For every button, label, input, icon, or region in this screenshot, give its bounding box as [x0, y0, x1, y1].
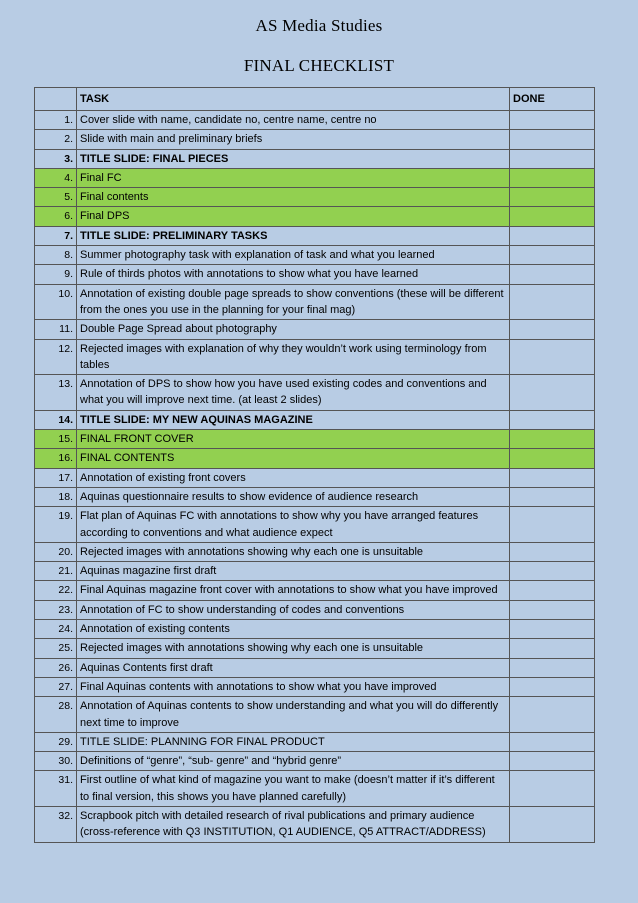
row-task: Annotation of existing contents	[77, 620, 510, 639]
row-task: Summer photography task with explanation of task and what you learned	[77, 246, 510, 265]
row-number: 27.	[35, 677, 77, 696]
row-number: 24.	[35, 620, 77, 639]
row-number: 16.	[35, 449, 77, 468]
row-number: 28.	[35, 697, 77, 733]
row-number: 19.	[35, 507, 77, 543]
row-done-cell[interactable]	[510, 410, 595, 429]
row-number: 7.	[35, 226, 77, 245]
row-task: Final Aquinas magazine front cover with annotations to show what you have improved	[77, 581, 510, 600]
row-number: 21.	[35, 562, 77, 581]
table-row	[35, 542, 595, 561]
row-task: Rejected images with explanation of why they wouldn’t work using terminology from tables	[77, 339, 510, 375]
row-number: 6.	[35, 207, 77, 226]
row-done-cell[interactable]	[510, 226, 595, 245]
checklist-table	[34, 87, 595, 843]
row-task: First outline of what kind of magazine you want to make (doesn’t matter if it’s different to final version, this shows you have planned carefully)	[77, 771, 510, 807]
row-number: 8.	[35, 246, 77, 265]
row-number: 23.	[35, 600, 77, 619]
row-task: Flat plan of Aquinas FC with annotations to show why you have arranged features according to conventions and what audience expect	[77, 507, 510, 543]
table-row	[35, 339, 595, 375]
row-number: 5.	[35, 188, 77, 207]
row-done-cell[interactable]	[510, 658, 595, 677]
table-row	[35, 806, 595, 842]
row-done-cell[interactable]	[510, 375, 595, 411]
table-row	[35, 620, 595, 639]
row-task: Annotation of DPS to show how you have used existing codes and conventions and what you will improve next time. (at least 2 slides)	[77, 375, 510, 411]
row-done-cell[interactable]	[510, 581, 595, 600]
row-task: Rejected images with annotations showing why each one is unsuitable	[77, 542, 510, 561]
row-number: 32.	[35, 806, 77, 842]
row-task: Scrapbook pitch with detailed research of rival publications and primary audience (cross-reference with Q3 INSTITUTION, Q1 AUDIENCE, Q5 ATTRACT/ADDRESS)	[77, 806, 510, 842]
table-row	[35, 430, 595, 449]
row-task: Double Page Spread about photography	[77, 320, 510, 339]
row-number: 29.	[35, 732, 77, 751]
row-number: 2.	[35, 130, 77, 149]
row-done-cell[interactable]	[510, 149, 595, 168]
table-row	[35, 320, 595, 339]
row-task: TITLE SLIDE: FINAL PIECES	[77, 149, 510, 168]
row-task: Annotation of FC to show understanding of codes and conventions	[77, 600, 510, 619]
document-title: AS Media Studies	[255, 16, 383, 35]
row-number: 3.	[35, 149, 77, 168]
table-row	[35, 507, 595, 543]
table-row	[35, 752, 595, 771]
row-number: 18.	[35, 487, 77, 506]
row-number: 1.	[35, 111, 77, 130]
row-done-cell[interactable]	[510, 732, 595, 751]
row-number: 17.	[35, 468, 77, 487]
row-done-cell[interactable]	[510, 600, 595, 619]
row-task: Final contents	[77, 188, 510, 207]
row-task: Slide with main and preliminary briefs	[77, 130, 510, 149]
header-task: TASK	[77, 88, 510, 111]
table-row	[35, 658, 595, 677]
row-done-cell[interactable]	[510, 130, 595, 149]
row-task: Final DPS	[77, 207, 510, 226]
row-task: Annotation of Aquinas contents to show understanding and what you will do differently next time to improve	[77, 697, 510, 733]
row-number: 30.	[35, 752, 77, 771]
row-task: Aquinas Contents first draft	[77, 658, 510, 677]
row-task: Aquinas questionnaire results to show evidence of audience research	[77, 487, 510, 506]
row-task: TITLE SLIDE: PLANNING FOR FINAL PRODUCT	[77, 732, 510, 751]
row-done-cell[interactable]	[510, 339, 595, 375]
row-done-cell[interactable]	[510, 320, 595, 339]
table-row	[35, 600, 595, 619]
table-row	[35, 284, 595, 320]
row-number: 26.	[35, 658, 77, 677]
row-number: 11.	[35, 320, 77, 339]
row-number: 14.	[35, 410, 77, 429]
table-row	[35, 168, 595, 187]
row-done-cell[interactable]	[510, 677, 595, 696]
table-row	[35, 487, 595, 506]
row-done-cell[interactable]	[510, 542, 595, 561]
table-row	[35, 149, 595, 168]
row-number: 4.	[35, 168, 77, 187]
table-row	[35, 130, 595, 149]
row-done-cell[interactable]	[510, 430, 595, 449]
table-row	[35, 375, 595, 411]
table-row	[35, 581, 595, 600]
row-done-cell[interactable]	[510, 111, 595, 130]
row-number: 31.	[35, 771, 77, 807]
row-task: FINAL CONTENTS	[77, 449, 510, 468]
table-row	[35, 188, 595, 207]
row-done-cell[interactable]	[510, 507, 595, 543]
row-task: FINAL FRONT COVER	[77, 430, 510, 449]
row-done-cell[interactable]	[510, 806, 595, 842]
row-task: Rule of thirds photos with annotations to show what you have learned	[77, 265, 510, 284]
table-row	[35, 639, 595, 658]
table-row	[35, 697, 595, 733]
row-number: 25.	[35, 639, 77, 658]
row-done-cell[interactable]	[510, 265, 595, 284]
row-number: 15.	[35, 430, 77, 449]
table-row	[35, 677, 595, 696]
row-done-cell[interactable]	[510, 487, 595, 506]
row-number: 10.	[35, 284, 77, 320]
header-done: DONE	[510, 88, 595, 111]
table-row	[35, 562, 595, 581]
table-row	[35, 732, 595, 751]
row-done-cell[interactable]	[510, 207, 595, 226]
table-row	[35, 410, 595, 429]
row-task: Final FC	[77, 168, 510, 187]
row-done-cell[interactable]	[510, 620, 595, 639]
row-done-cell[interactable]	[510, 752, 595, 771]
row-done-cell[interactable]	[510, 562, 595, 581]
row-task: TITLE SLIDE: MY NEW AQUINAS MAGAZINE	[77, 410, 510, 429]
row-done-cell[interactable]	[510, 639, 595, 658]
row-task: Definitions of “genre”, “sub- genre” and “hybrid genre”	[77, 752, 510, 771]
row-done-cell[interactable]	[510, 449, 595, 468]
table-row	[35, 449, 595, 468]
header-number	[35, 88, 77, 111]
table-row	[35, 207, 595, 226]
row-number: 13.	[35, 375, 77, 411]
row-done-cell[interactable]	[510, 771, 595, 807]
table-row	[35, 226, 595, 245]
row-number: 12.	[35, 339, 77, 375]
table-row	[35, 265, 595, 284]
row-done-cell[interactable]	[510, 246, 595, 265]
row-done-cell[interactable]	[510, 188, 595, 207]
row-task: Aquinas magazine first draft	[77, 562, 510, 581]
row-done-cell[interactable]	[510, 468, 595, 487]
row-number: 9.	[35, 265, 77, 284]
header-row	[35, 88, 595, 111]
row-done-cell[interactable]	[510, 168, 595, 187]
row-task: Final Aquinas contents with annotations to show what you have improved	[77, 677, 510, 696]
document-subtitle: FINAL CHECKLIST	[243, 56, 395, 75]
table-row	[35, 771, 595, 807]
row-done-cell[interactable]	[510, 284, 595, 320]
table-row	[35, 468, 595, 487]
row-task: Rejected images with annotations showing why each one is unsuitable	[77, 639, 510, 658]
row-task: TITLE SLIDE: PRELIMINARY TASKS	[77, 226, 510, 245]
row-task: Cover slide with name, candidate no, centre name, centre no	[77, 111, 510, 130]
table-row	[35, 111, 595, 130]
row-number: 20.	[35, 542, 77, 561]
row-task: Annotation of existing double page spreads to show conventions (these will be different from the ones you use in the planning for your final mag)	[77, 284, 510, 320]
row-done-cell[interactable]	[510, 697, 595, 733]
row-number: 22.	[35, 581, 77, 600]
table-row	[35, 246, 595, 265]
row-task: Annotation of existing front covers	[77, 468, 510, 487]
